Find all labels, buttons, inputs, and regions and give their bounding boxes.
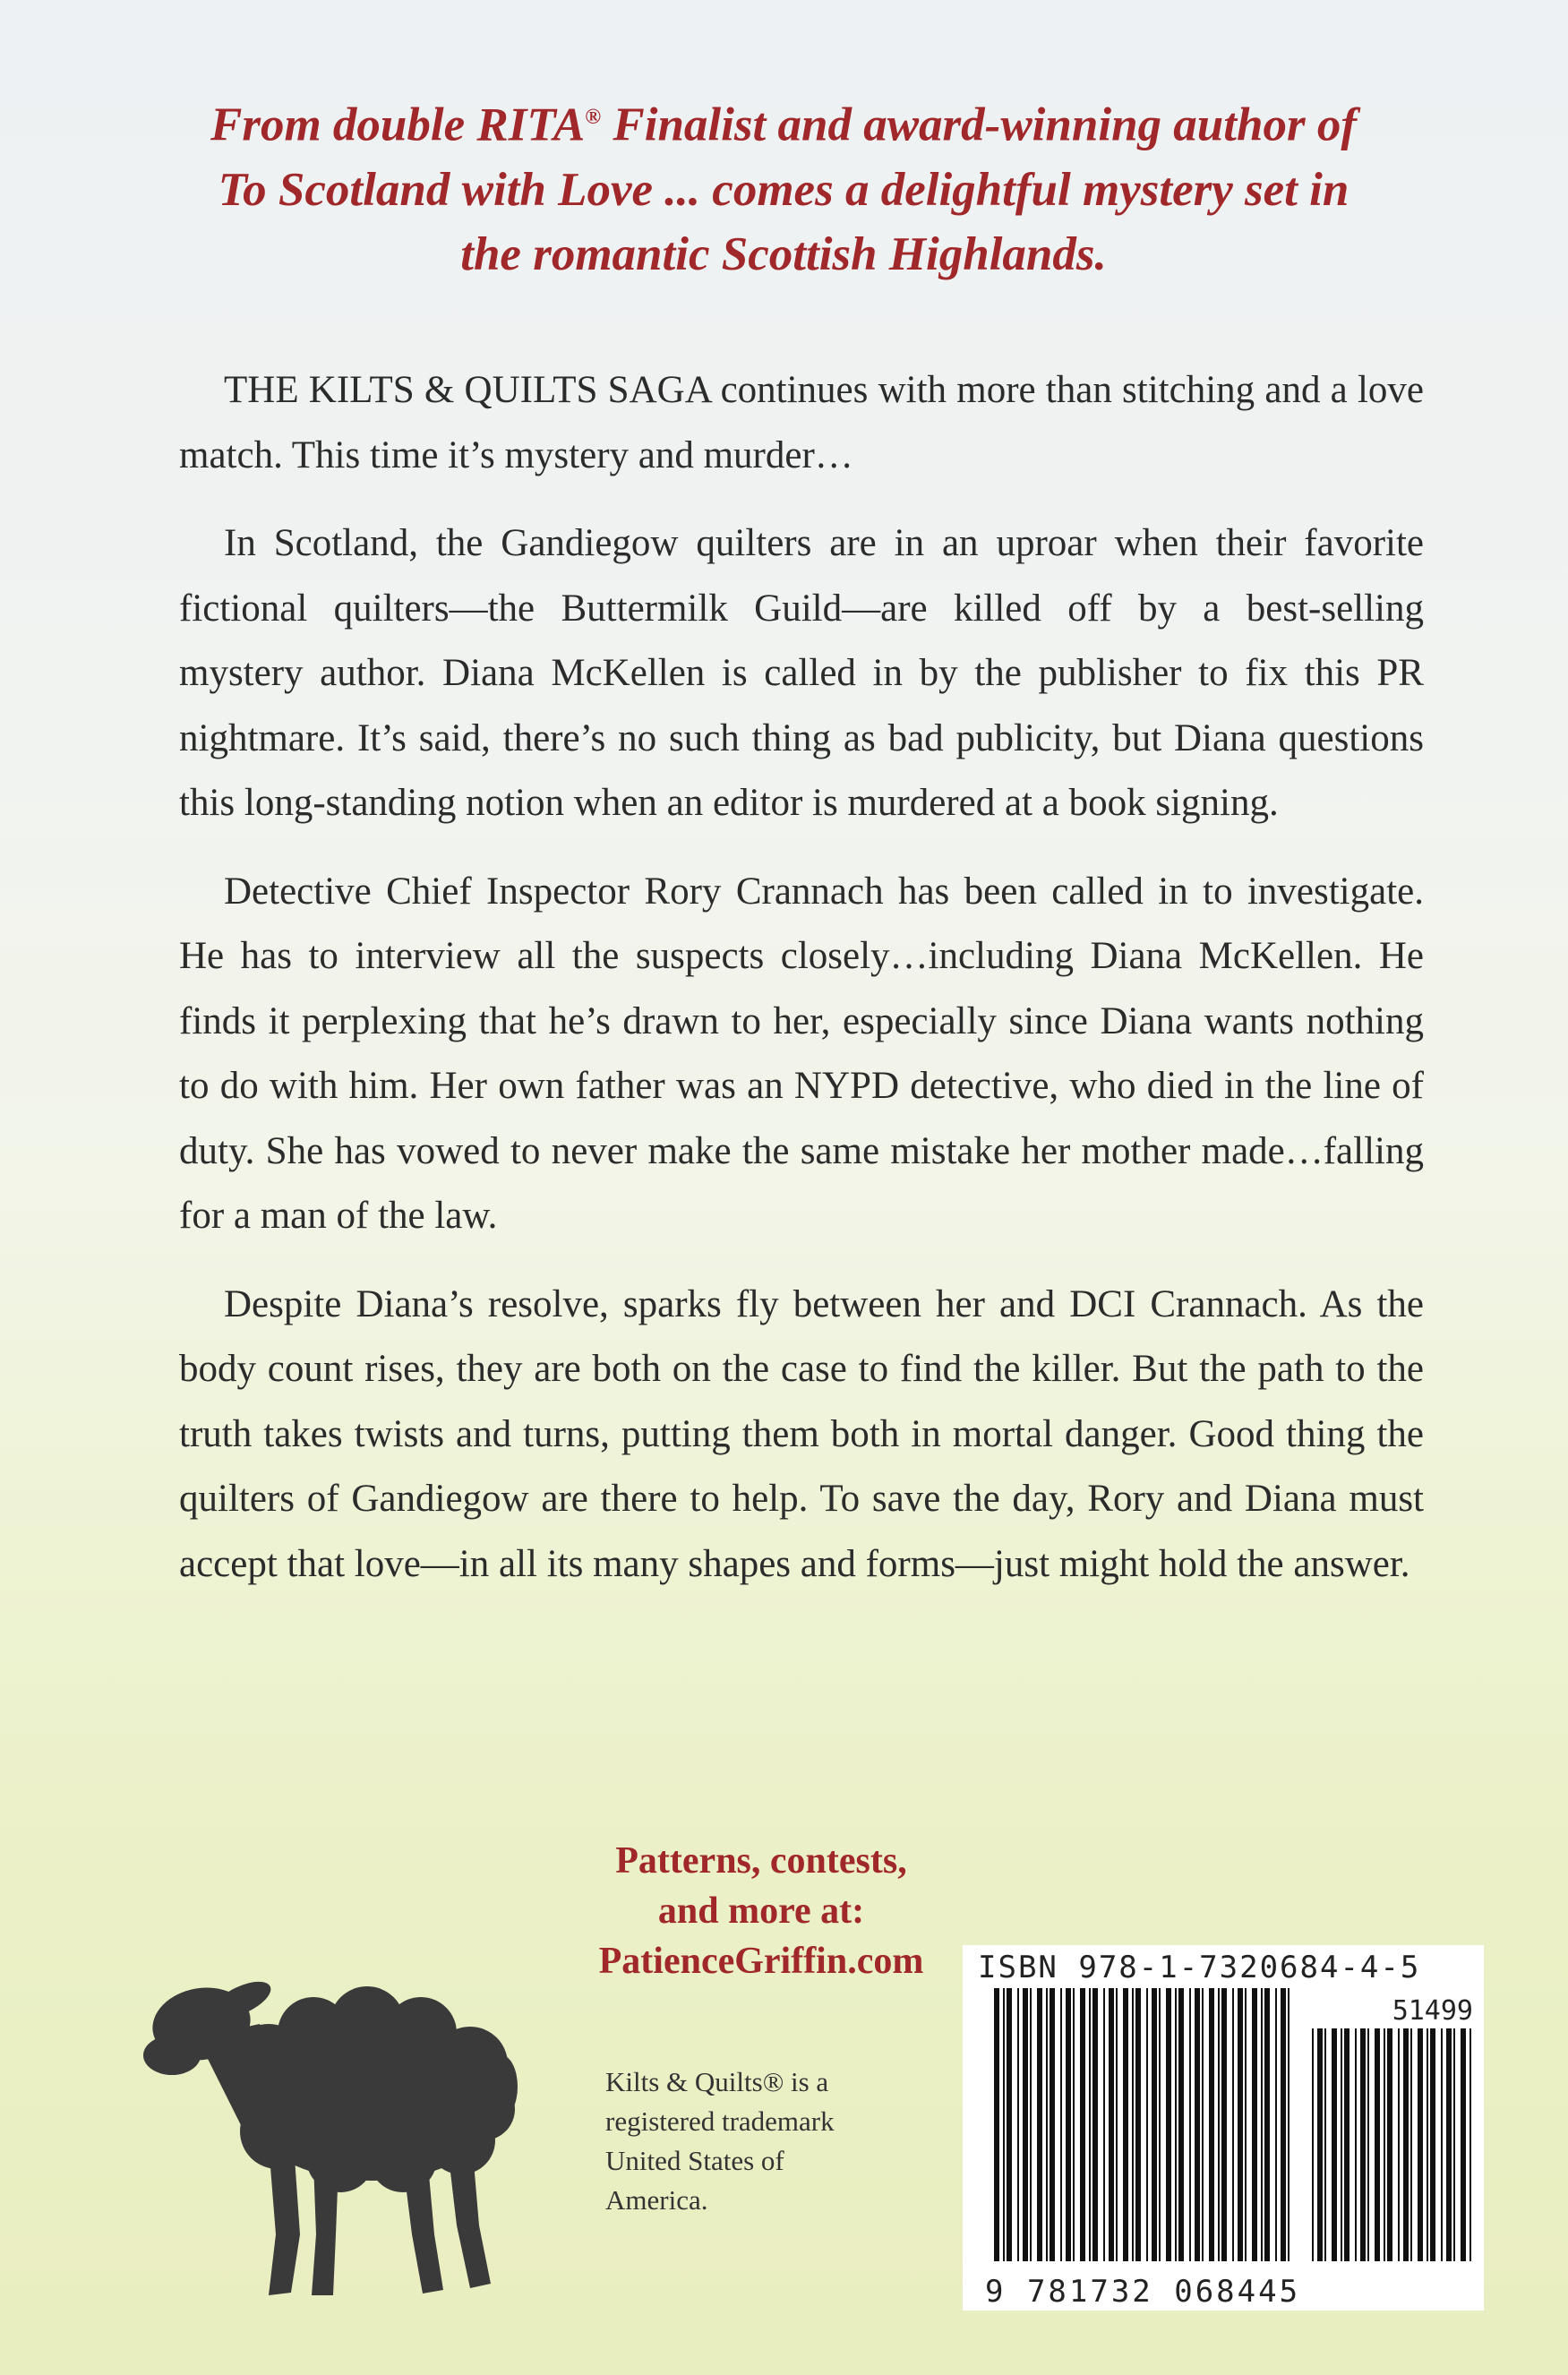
barcode-bar [1312,2028,1314,2261]
barcode-bar [1261,1988,1263,2261]
barcode-bar [1007,1988,1012,2261]
barcode [976,1984,1482,2311]
barcode-bar [1166,1988,1171,2261]
barcode-bar [1387,2028,1392,2261]
barcode-bar [1403,2028,1409,2261]
barcode-bar [1221,1988,1227,2261]
barcode-bar [1410,2028,1412,2261]
barcode-bar [1264,1988,1270,2261]
blurb-paragraph-3: Detective Chief Inspector Rory Crannach has been called in to investigate. He has to interview all the suspects closely…including Diana McKellen. He finds it perplexing that he’s drawn to her, especially since Diana wants nothing to do with him. Her own father was an NYPD detective, who died in the line of duty. She has vowed to never make the same mistake her mother made…falling for a man of the law. [179,870,1424,1237]
barcode-bar [1332,2028,1337,2261]
tagline-line-1: From double RITA® Finalist and award-winning author of [210,99,1358,151]
barcode-bar [1089,1988,1091,2261]
barcode-bar [1430,2028,1435,2261]
promo-line-2: and more at: [657,1891,865,1932]
barcode-bar [1023,1988,1028,2261]
barcode-bar [1384,2028,1385,2261]
barcode-bar [1132,1988,1134,2261]
barcode-bar [1469,2028,1471,2261]
barcode-bar [1046,1988,1048,2261]
barcode-bar [1218,1988,1220,2261]
barcode-bar [1252,1988,1257,2261]
barcode-bar [1080,1988,1085,2261]
barcode-bar [1441,2028,1443,2261]
blurb-paragraph-4: Despite Diana’s resolve, sparks fly between her and DCI Crannach. As the body count rises, they are both on the case to find the killer. But the path to the truth takes twists and turns, putting them both in mortal danger. Good thing the quilters of Gandiegow are there to help. To save the day, Rory and Diana must accept that love—in all its many shapes and forms—just might hold the answer. [179,1282,1424,1585]
website-link[interactable]: PatienceGriffin.com [598,1941,924,1982]
barcode-bar [1060,1988,1062,2261]
barcode-bar [1360,2028,1366,2261]
barcode-bar [1446,2028,1452,2261]
barcode-bar [1232,1988,1234,2261]
tagline [107,85,1460,287]
barcode-bar [1116,1988,1118,2261]
barcode-bar [1178,1988,1184,2261]
registered-mark: ® [585,106,602,129]
barcode-bar [1288,1988,1290,2261]
barcode-bar [1050,1988,1055,2261]
ean-number: 9 781732 068445 [985,2274,1301,2310]
barcode-bar [1281,1988,1286,2261]
barcode-bar [1003,1988,1005,2261]
barcode-bar [1341,2028,1342,2261]
barcode-bar [1146,1988,1148,2261]
barcode-bar [1135,1988,1141,2261]
barcode-bar [1275,1988,1277,2261]
price-code: 51499 [1392,1995,1473,2027]
barcode-bar [994,1988,999,2261]
barcode-bar [1317,2028,1323,2261]
blurb [179,358,1424,1620]
barcode-bar [1344,2028,1350,2261]
barcode-bar [1109,1988,1114,2261]
barcode-bar [1355,2028,1357,2261]
barcode-bar [1073,1988,1075,2261]
barcode-bar [1209,1988,1214,2261]
tagline-line-2: To Scotland with Love ... comes a delightful mystery set in [218,163,1350,216]
barcode-bar [1017,1988,1019,2261]
isbn-label: ISBN 978-1-7320684-4-5 [978,1950,1421,1985]
barcode-bar [1453,2028,1455,2261]
barcode-bar [1123,1988,1128,2261]
barcode-bar [1245,1988,1247,2261]
barcode-bar [1418,2028,1423,2261]
barcode-bar [1202,1988,1204,2261]
ean-barcode-bars [994,1988,1290,2261]
barcode-bar [1461,2028,1466,2261]
addon-barcode-bars [1312,2028,1471,2261]
blurb-paragraph-2: In Scotland, the Gandiegow quilters are in an uproar when their favorite fictional quilters—the Buttermilk Guild—are killed off by a best-selling mystery author. Diana McKellen is called in by the publisher to fix this PR nightmare. It’s said, there’s no such thing as bad publicity, but Diana questions this long-standing notion when an editor is murdered at a book signing. [179,522,1424,824]
barcode-bar [1427,2028,1428,2261]
barcode-bar [1189,1988,1191,2261]
barcode-bar [1398,2028,1400,2261]
barcode-bar [1152,1988,1157,2261]
barcode-bar [1324,2028,1326,2261]
barcode-bar [1159,1988,1161,2261]
barcode-bar [1195,1988,1200,2261]
barcode-bar [1037,1988,1042,2261]
sheep-icon [134,1939,519,2315]
barcode-bar [1238,1988,1243,2261]
barcode-bar [1367,2028,1369,2261]
promo-line-1: Patterns, contests, [615,1840,907,1882]
tagline-line-3: the romantic Scottish Highlands. [460,227,1107,280]
trademark-notice: Kilts & Quilts® is a registered trademark United States of America. [605,2066,835,2216]
barcode-bar [1375,2028,1380,2261]
barcode-bar [1103,1988,1105,2261]
barcode-bar [1030,1988,1032,2261]
barcode-bar [1092,1988,1098,2261]
barcode-bar [1066,1988,1071,2261]
blurb-paragraph-1: THE KILTS & QUILTS SAGA continues with more than stitching and a love match. This time it’s mystery and murder… [179,369,1424,476]
barcode-bar [1175,1988,1177,2261]
